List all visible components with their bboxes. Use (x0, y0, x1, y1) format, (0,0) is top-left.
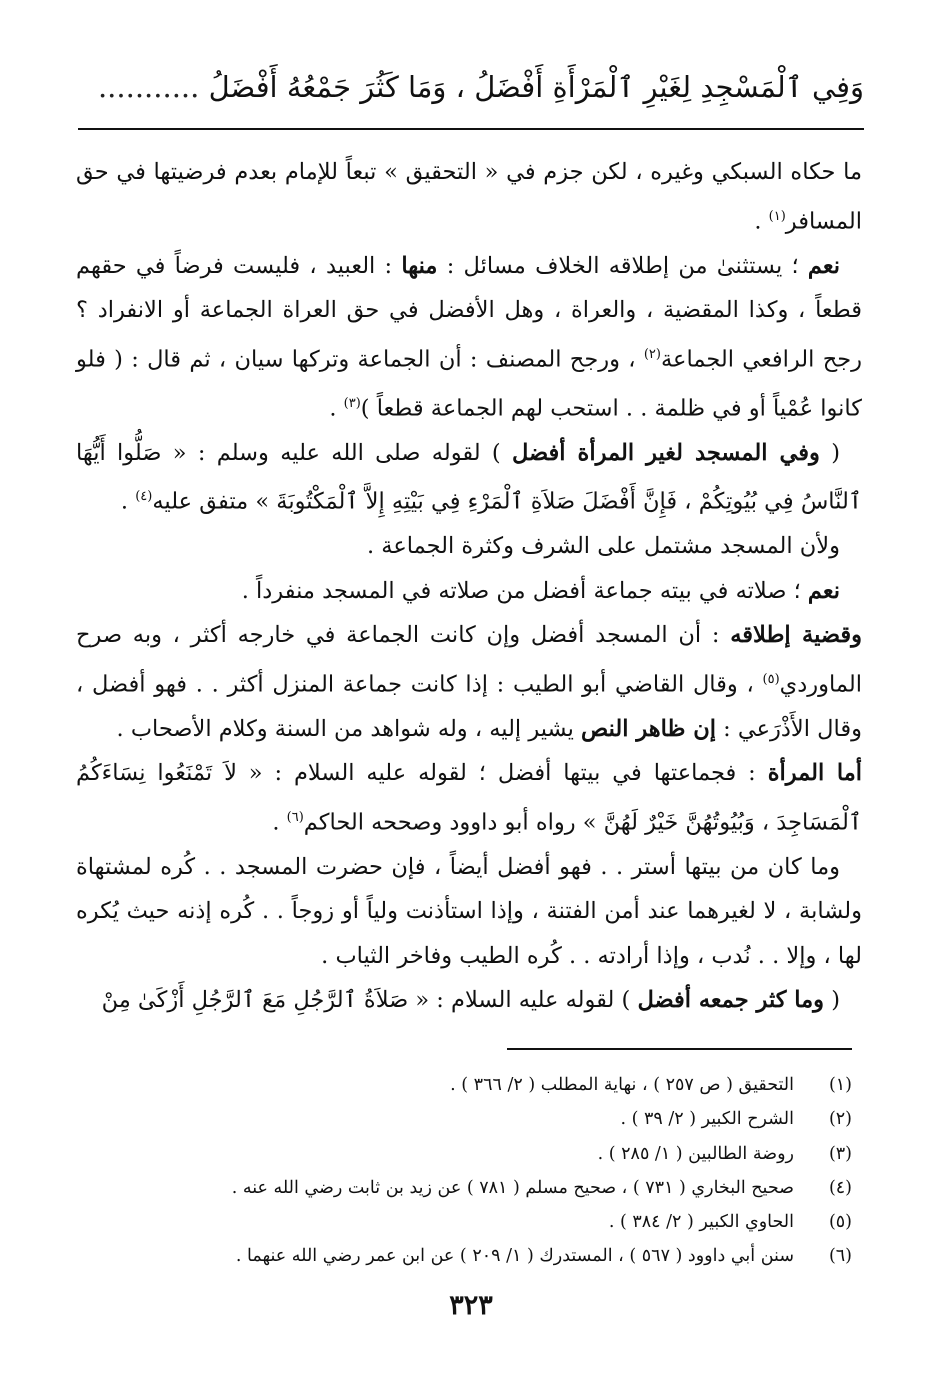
paragraph-text: ) لقوله عليه السلام : « صَلاَةُ ٱلرَّجُلِ مَعَ ٱلرَّجُلِ أَزْكَىٰ مِنْ (101, 987, 638, 1013)
footnote (80, 1171, 852, 1205)
paragraph-2 (76, 244, 862, 431)
footnote (80, 1205, 852, 1239)
footnote-ref-4: (٤) (135, 489, 153, 504)
matn-text: وفي المسجد لغير المرأة أفضل (511, 439, 820, 466)
footnote-number: (٦) (828, 1246, 852, 1267)
paragraph-text: ؛ صلاته في بيته جماعة أفضل من صلاته في المسجد منفرداً . (241, 577, 808, 604)
main-text (76, 150, 862, 1023)
paragraph-5 (76, 569, 862, 614)
footnote-number: (٢) (828, 1109, 852, 1130)
matn-text: وما كثر جمعه أفضل (637, 987, 825, 1013)
paragraph-3 (76, 431, 862, 525)
footnote-number: (٥) (828, 1212, 852, 1233)
paragraph-end: . (120, 488, 136, 515)
footnote-text: الحاوي الكبير ( ٢/ ٣٨٤ ) . (608, 1212, 794, 1233)
bold-term: منها (401, 252, 438, 279)
footnote-separator (507, 1048, 852, 1050)
footnotes (80, 1068, 852, 1274)
footnote (80, 1068, 852, 1102)
bold-term: نعم (807, 577, 840, 604)
paragraph-text: : فجماعتها في بيتها أفضل ؛ لقوله عليه السلام : « لاَ تَمْنَعُوا نِسَاءَكُمُ ٱلْمَسَاجِدَ ، وَبُيُوتُهُنَّ خَيْرٌ لَهُنَّ » رواه أبو داوود وصححه الحاكم (76, 760, 862, 835)
paragraph-1 (76, 150, 862, 244)
paragraph-7 (76, 751, 862, 845)
footnote-number: (٤) (828, 1177, 852, 1198)
footnote-text: روضة الطالبين ( ١/ ٢٨٥ ) . (597, 1143, 794, 1164)
paragraph-end: . (272, 809, 287, 835)
paragraph-text: ؛ يستثنىٰ من إطلاقه الخلاف مسائل : (437, 252, 808, 279)
footnote-number: (١) (828, 1075, 852, 1095)
bold-term: وقضية إطلاقه (730, 622, 862, 648)
footnote (80, 1102, 852, 1136)
paren-open: ( (819, 439, 840, 466)
bold-term: إن ظاهر النص (581, 715, 716, 742)
footnote-number: (٣) (828, 1143, 852, 1164)
footnote-ref-3: (٣) (343, 395, 361, 411)
paragraph-9 (76, 978, 862, 1023)
footnote-ref-5: (٥) (762, 671, 780, 687)
paragraph-end: . (329, 395, 344, 421)
paragraph-end: . (754, 208, 769, 234)
footnote-ref-2: (٢) (643, 346, 661, 362)
bold-term: أما المرأة (767, 760, 863, 786)
footnote-ref-6: (٦) (286, 809, 304, 825)
paragraph-text: ما حكاه السبكي وغيره ، لكن جزم في « التحقيق » تبعاً للإمام بعدم فرضيتها في حق المسافر (76, 159, 862, 234)
header-leaders: ........... (97, 70, 200, 104)
paragraph-6 (76, 613, 862, 751)
paragraph-text: ، وقال القاضي أبو الطيب : إذا كانت جماعة المنزل أكثر . . فهو أفضل ، وقال الأَذْرَعي : (76, 671, 862, 742)
page-number: ٣٢٣ (449, 1290, 493, 1321)
paragraph-4: ولأن المسجد مشتمل على الشرف وكثرة الجماعة . (366, 533, 840, 559)
footnote (80, 1137, 852, 1171)
footnote-text: الشرح الكبير ( ٢/ ٣٩ ) . (620, 1109, 794, 1130)
paren-open: ( (824, 987, 840, 1013)
bold-term: نعم (807, 252, 840, 279)
paragraph-text: : أن المسجد أفضل وإن كانت الجماعة في خارجه أكثر ، وبه صرح الماوردي (76, 622, 862, 697)
paragraph-text: : العبيد ، فليست فرضاً في حقهم قطعاً ، وكذا المقضية ، والعراة ، وهل الأفضل في حق العراة الجماعة أو الانفراد ؟ رجح الرافعي الجماعة (76, 252, 862, 372)
header-title: وَفِي ٱلْمَسْجِدِ لِغَيْرِ ٱلْمَرْأَةِ أَفْضَلُ ، وَمَا كَثُرَ جَمْعُهُ أَفْضَلُ (208, 70, 864, 104)
paragraph-text: ) لقوله صلى الله عليه وسلم : « صَلُّوا أَيُّهَا ٱلنَّاسُ فِي بُيُوتِكُمْ ، فَإِنَّ أَفْضَلَ صَلاَةِ ٱلْمَرْءِ فِي بَيْتِهِ إِلاَّ ٱلْمَكْتُوبَةَ » متفق عليه (76, 439, 862, 515)
paragraph-8: وما كان من بيتها أستر . . فهو أفضل أيضاً ، فإن حضرت المسجد . . كُره لمشتهاة ولشابة ، لا لغيرهما عند أمن الفتنة ، وإذا استأذنت ولياً أو زوجاً . . كُره إذنه حيث يُكره لها ، وإلا . . نُدب ، وإذا أرادته . . كُره الطيب وفاخر الثياب . (76, 853, 862, 969)
footnote-ref-1: (١) (768, 208, 786, 224)
footnote-text: سنن أبي داوود ( ٥٦٧ ) ، المستدرك ( ١/ ٢٠٩ ) عن ابن عمر رضي الله عنهما . (235, 1246, 794, 1267)
header-rule (78, 128, 864, 130)
paragraph-text: ، ورجح المصنف : أن الجماعة وتركها سيان ، ثم قال : ( فلو كانوا عُمْياً أو في ظلمة . . استحب لهم الجماعة قطعاً ) (76, 346, 862, 421)
running-header (78, 62, 864, 112)
footnote-text: صحيح البخاري ( ٧٣١ ) ، صحيح مسلم ( ٧٨١ ) عن زيد بن ثابت رضي الله عنه . (231, 1177, 794, 1198)
paragraph-text: يشير إليه ، وله شواهد من السنة وكلام الأصحاب . (116, 715, 582, 742)
footnote-text: التحقيق ( ص ٢٥٧ ) ، نهاية المطلب ( ٢/ ٣٦٦ ) . (450, 1075, 794, 1095)
footnote (80, 1239, 852, 1273)
